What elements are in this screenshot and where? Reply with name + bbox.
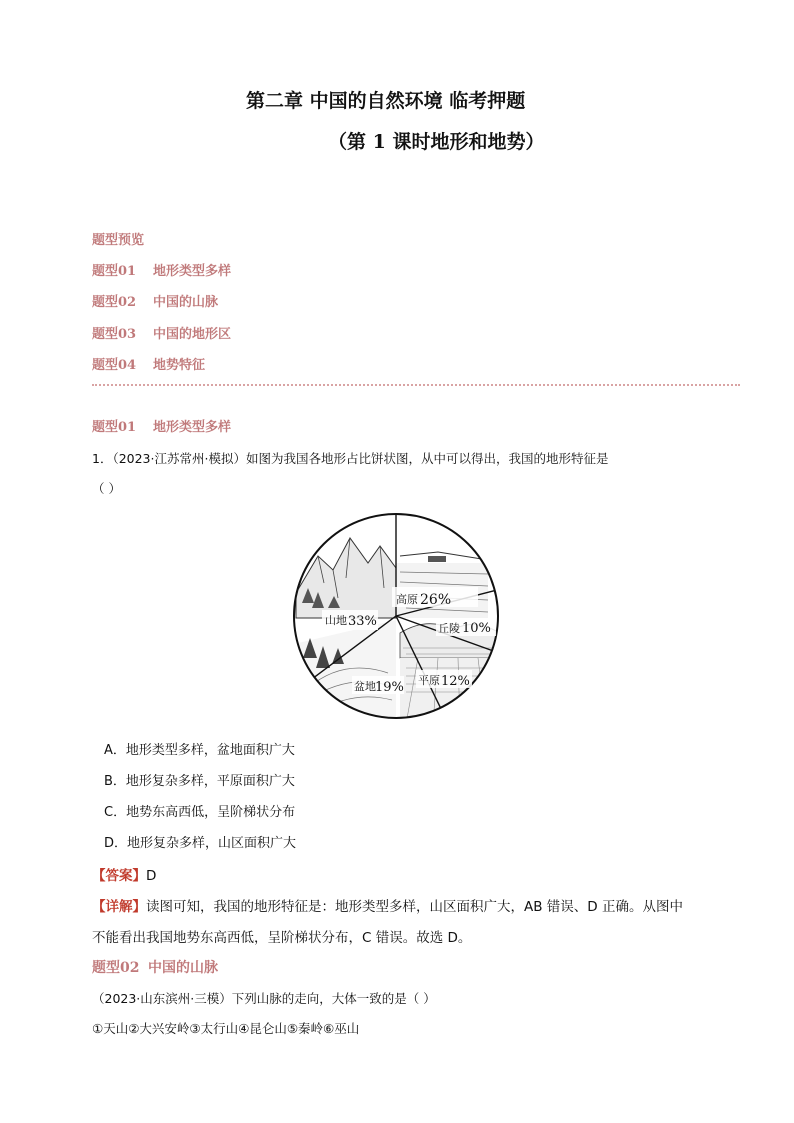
section-heading xyxy=(92,416,231,435)
toc-item-label: 地形类型多样 xyxy=(153,264,232,279)
slice-name-hills: 丘陵 xyxy=(438,622,460,635)
section-number: 题型01 xyxy=(92,420,137,435)
toc-item[interactable] xyxy=(92,323,231,342)
slice-value-basin: 19% xyxy=(375,680,404,695)
detail-line xyxy=(92,895,683,915)
slice-name-plains: 平原 xyxy=(418,674,440,687)
section-label: 地形类型多样 xyxy=(153,420,232,435)
section-heading xyxy=(92,957,218,977)
toc-item[interactable] xyxy=(92,260,231,279)
toc-item-number: 题型02 xyxy=(92,295,137,310)
slice-name-mountain: 山地 xyxy=(325,614,347,627)
page-title: 第二章 中国的自然环境 临考押题 xyxy=(246,90,526,112)
section-label: 中国的山脉 xyxy=(148,960,218,976)
slice-value-mountain: 33% xyxy=(348,614,377,629)
detail-tag: 【详解】 xyxy=(92,899,146,915)
slice-name-basin: 盆地 xyxy=(354,680,376,693)
answer-tag: 【答案】 xyxy=(92,868,146,884)
question-text: （2023·山东滨州·三模）下列山脉的走向，大体一致的是（ ） xyxy=(92,991,436,1006)
toc-item-number: 题型03 xyxy=(92,327,137,342)
answer-value: D xyxy=(146,868,157,884)
toc-item-label: 地势特征 xyxy=(153,358,206,373)
slice-value-plateau: 26% xyxy=(420,592,452,608)
toc-item-label: 中国的地形区 xyxy=(153,327,232,342)
option-b[interactable]: B．地形复杂多样，平原面积广大 xyxy=(104,774,295,789)
detail-text-continued: 不能看出我国地势东高西低，呈阶梯状分布，C 错误。故选 D。 xyxy=(92,930,472,946)
section-number: 题型02 xyxy=(92,960,140,976)
toc-item-number: 题型04 xyxy=(92,358,137,373)
option-c[interactable]: C．地势东高西低，呈阶梯状分布 xyxy=(104,805,296,820)
toc-item-label: 中国的山脉 xyxy=(153,295,219,310)
section-divider xyxy=(92,384,740,386)
terrain-pie-chart xyxy=(288,508,504,724)
toc-item[interactable] xyxy=(92,354,205,373)
slice-value-plains: 12% xyxy=(441,674,470,689)
option-a[interactable]: A．地形类型多样，盆地面积广大 xyxy=(104,743,295,758)
slice-name-plateau: 高原 xyxy=(396,593,418,606)
option-d[interactable]: D．地形复杂多样，山区面积广大 xyxy=(104,836,297,851)
answer-line xyxy=(92,864,156,884)
question-text: 1．（2023·江苏常州·模拟）如图为我国各地形占比饼状图，从中可以得出，我国的地形特征是 xyxy=(92,451,609,466)
page-subtitle: （第 1 课时地形和地势） xyxy=(328,131,545,153)
question-options-list: ①天山②大兴安岭③太行山④昆仑山⑤秦岭⑥巫山 xyxy=(92,1021,360,1036)
toc-heading: 题型预览 xyxy=(92,233,145,248)
detail-text: 读图可知，我国的地形特征是：地形类型多样，山区面积广大，AB 错误、D 正确。从图中 xyxy=(146,899,683,915)
question-blank: （ ） xyxy=(92,481,121,496)
slice-value-hills: 10% xyxy=(462,621,491,636)
toc-item-number: 题型01 xyxy=(92,264,137,279)
toc-item[interactable] xyxy=(92,291,218,310)
